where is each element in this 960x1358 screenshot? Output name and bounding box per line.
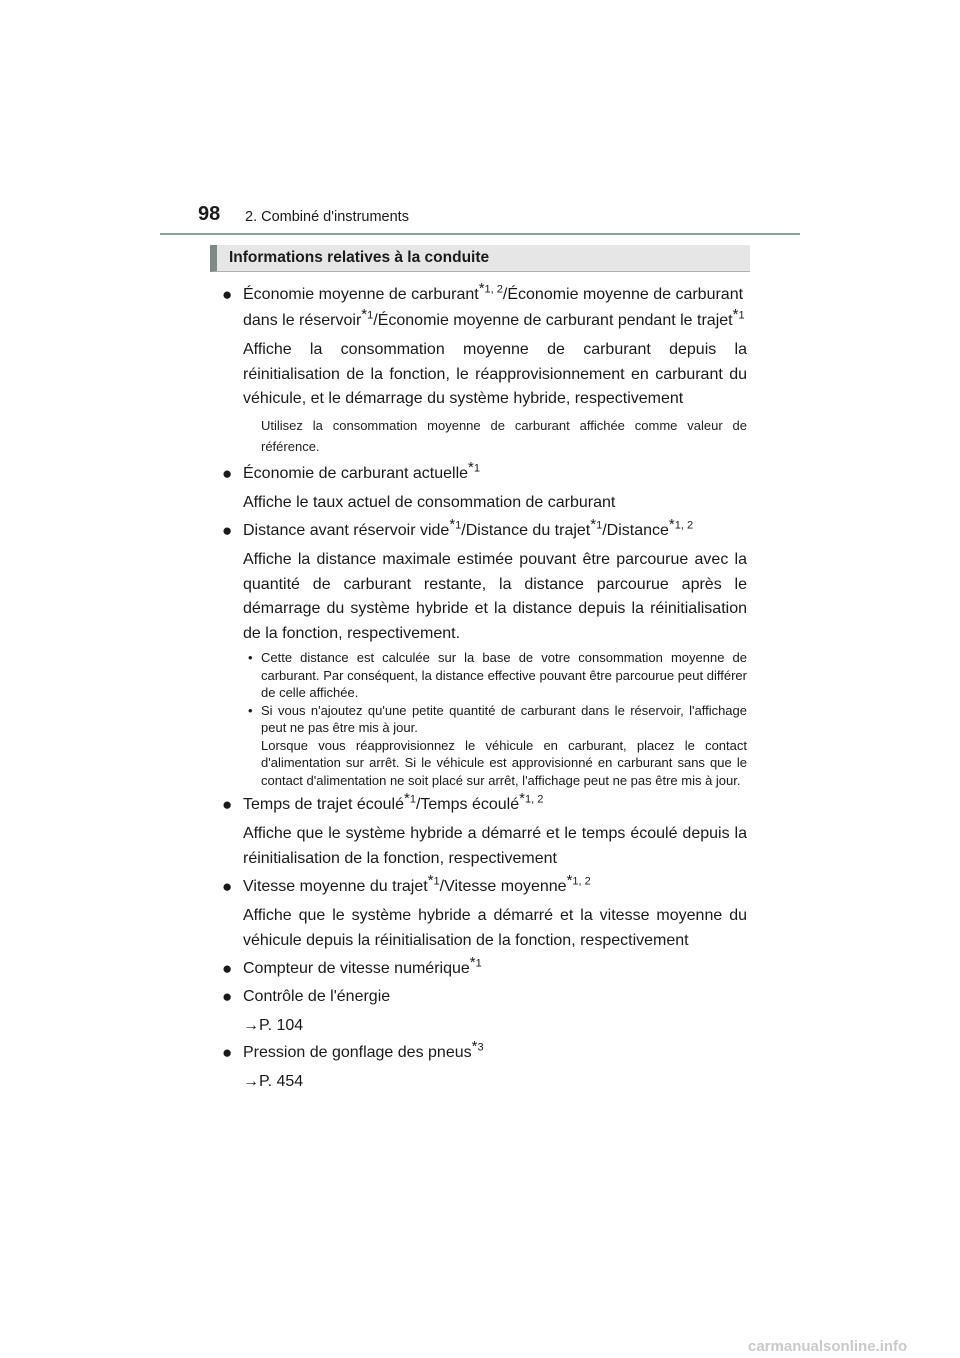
item-title-part: /Économie moyenne de carburant dans le réservoir [243, 286, 744, 329]
item-title: Contrôle de l'énergie [243, 988, 391, 1005]
content [222, 280, 747, 1096]
note-item [243, 649, 747, 702]
footnote-ref: 1, 2 [484, 283, 503, 296]
footnote-ref: 1 [455, 519, 462, 532]
note-text: Lorsque vous réapprovisionnez le véhicule en carburant, placez le contact d'alimentation sur arrêt. Si le véhicule est approvisionné en carburant sans que le contact d'alimentation ne soit placé sur arrêt, l'affichage peut ne pas être mis à jour. [261, 737, 747, 788]
list-item [222, 874, 747, 900]
item-note: Utilisez la consommation moyenne de carburant affichée comme valeur de référence. [261, 417, 747, 454]
footnote-ref: 1 [433, 875, 440, 888]
notes-list [243, 649, 747, 789]
item-description: Affiche le taux actuel de consommation de carburant [243, 493, 616, 511]
asterisk: * [469, 954, 476, 971]
page-number: 98 [198, 203, 221, 225]
item-description: Affiche que le système hybride a démarré et la vitesse moyenne du véhicule depuis la réinitialisation de la fonction, respectivement [243, 907, 747, 949]
item-title: Pression de gonflage des pneus [243, 1044, 472, 1061]
section-title: Informations relatives à la conduite [229, 249, 490, 266]
asterisk: * [566, 872, 573, 889]
page-reference-link[interactable]: →P. 104 [243, 1017, 304, 1034]
list-item [222, 956, 747, 982]
item-title: Économie de carburant actuelle [243, 464, 469, 482]
bullet-icon: ● [222, 1043, 233, 1062]
asterisk: * [427, 872, 434, 889]
list-item [222, 282, 747, 334]
asterisk: * [468, 458, 474, 476]
item-description: Affiche la consommation moyenne de carburant depuis la réinitialisation de la fonction, le réapprovisionnement en carburant du véhicule, et le démarrage du système hybride, respectivement [243, 341, 747, 407]
bullet-icon: ● [222, 987, 233, 1006]
bullet-icon: ● [222, 285, 233, 304]
asterisk: * [449, 516, 456, 533]
bullet-icon: ● [222, 959, 233, 978]
item-description: Affiche la distance maximale estimée pouvant être parcourue avec la quantité de carburant restante, la distance parcourue après le démarrage du système hybride et la distance depuis la réinitialisation de la fonction, respectivement. [243, 551, 747, 642]
asterisk: * [590, 516, 597, 533]
footnote-ref: 1 [596, 519, 603, 532]
bullet-icon: ● [222, 463, 233, 483]
bullet-icon: ● [222, 795, 233, 814]
list-item [222, 458, 747, 487]
item-title: Vitesse moyenne du trajet [243, 878, 428, 895]
asterisk: * [668, 516, 675, 533]
asterisk: * [361, 306, 368, 323]
item-title: Temps de trajet écoulé [243, 796, 404, 813]
item-description: Affiche que le système hybride a démarré et le temps écoulé depuis la réinitialisation de la fonction, respectivement [243, 825, 747, 867]
note-text: Cette distance est calculée sur la base de votre consommation moyenne de carburant. Par conséquent, la distance effective pouvant être parcourue peut différer de celle affichée. [261, 650, 747, 700]
asterisk: * [403, 790, 410, 807]
footnote-ref: 1, 2 [572, 875, 591, 888]
asterisk: * [519, 790, 525, 807]
note-text: Si vous n'ajoutez qu'une petite quantité de carburant dans le réservoir, l'affichage peut ne pas être mis à jour. [261, 702, 747, 735]
item-title: Distance avant réservoir vide [243, 522, 450, 539]
footnote-ref: 1 [475, 957, 482, 970]
item-title-part: /Économie moyenne de carburant pendant le trajet [373, 312, 733, 329]
footnote-ref: 3 [477, 1041, 484, 1054]
item-title-part: /Temps écoulé [415, 796, 520, 813]
footnote-ref: 1 [367, 309, 374, 322]
footnote-ref: 1 [473, 462, 480, 475]
footnote-ref: 1 [409, 793, 416, 806]
header-rule [160, 233, 800, 235]
list-item [222, 792, 747, 818]
dot-icon: • [248, 650, 253, 665]
chapter-title: 2. Combiné d'instruments [245, 209, 409, 225]
page-reference-link[interactable]: →P. 454 [243, 1073, 304, 1090]
asterisk: * [732, 306, 739, 323]
list-item [222, 984, 747, 1010]
item-title: Économie moyenne de carburant [243, 286, 479, 303]
list-item [222, 518, 747, 544]
footnote-ref: 1 [738, 309, 745, 322]
item-title-part: /Distance du trajet [461, 522, 591, 539]
asterisk: * [471, 1038, 478, 1055]
item-title-part: /Distance [602, 522, 669, 539]
list-item [222, 1040, 747, 1066]
note-item [243, 702, 747, 790]
footnote-ref: 1, 2 [674, 519, 694, 532]
item-title-part: /Vitesse moyenne [439, 878, 567, 895]
dot-icon: • [248, 702, 253, 718]
item-title: Compteur de vitesse numérique [243, 960, 470, 977]
watermark: carmanualsonline.info [748, 1338, 908, 1355]
bullet-icon: ● [222, 877, 233, 896]
asterisk: * [478, 280, 485, 297]
section-heading [210, 245, 750, 272]
footnote-ref: 1, 2 [524, 793, 544, 806]
bullet-icon: ● [222, 521, 233, 540]
